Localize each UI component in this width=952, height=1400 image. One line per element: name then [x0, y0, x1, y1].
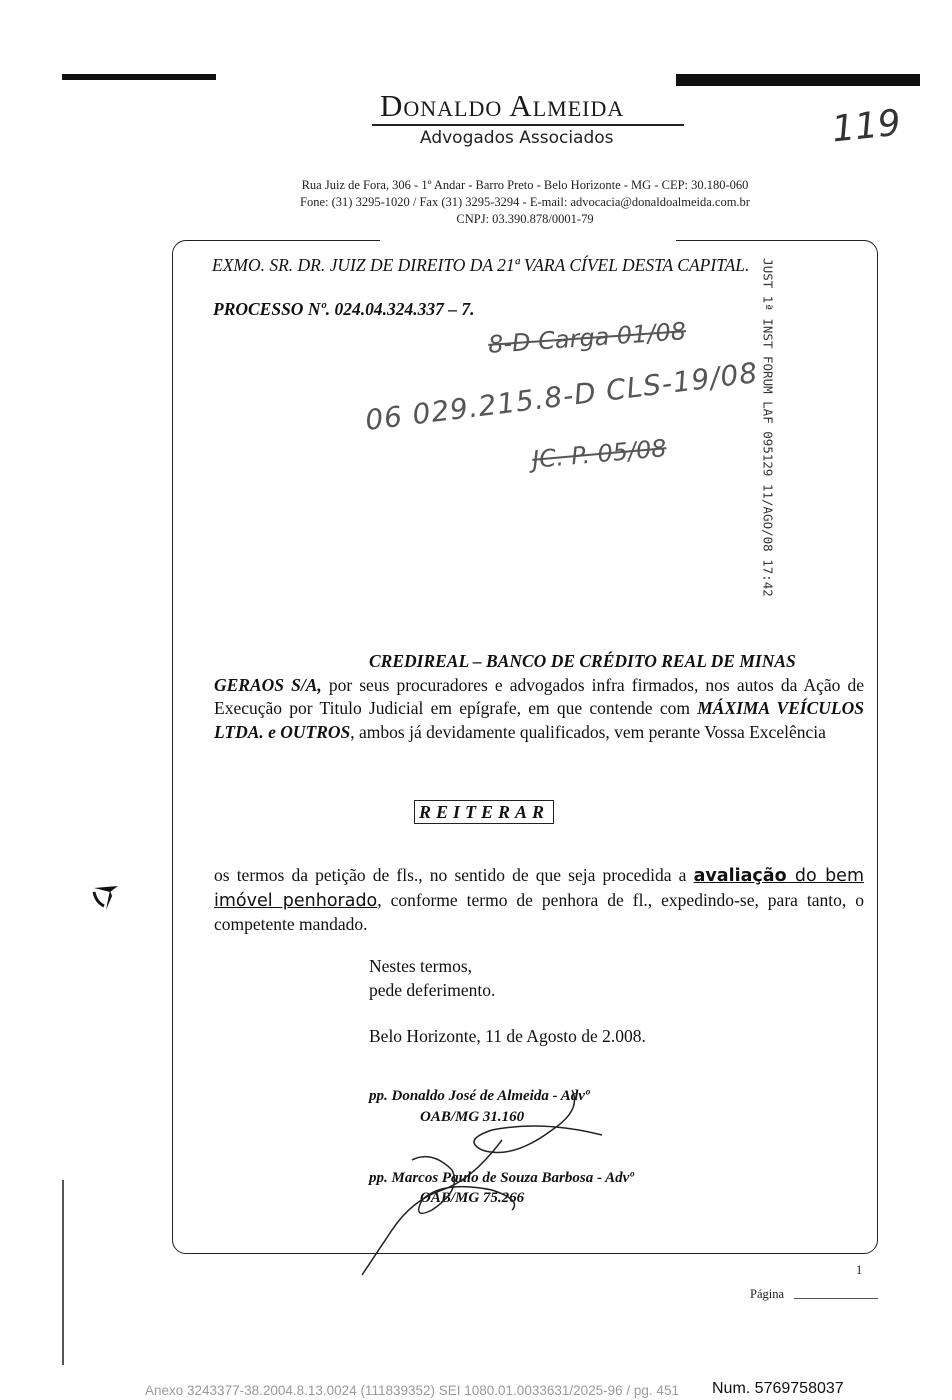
closing-line-1: Nestes termos, [369, 956, 473, 976]
protocol-stamp: JUST 1ª INST FORUM LAF 095129 11/AGO/08 17:42 [760, 258, 776, 597]
intro-paragraph [214, 650, 864, 744]
request-underlined: do bem imóvel penhorado [214, 866, 864, 911]
intro-text-1: por seus procuradores e advogados infra firmados, nos autos da Ação de Execução por Titulo Judicial em epígrafe, em que contende com [214, 674, 864, 719]
firm-subtitle: Advogados Associados [420, 128, 614, 148]
request-bold: avaliação [693, 866, 787, 886]
addressee: EXMO. SR. DR. JUIZ DE DIREITO DA 21ª VARA CÍVEL DESTA CAPITAL. [212, 255, 750, 275]
plaintiff-name: CREDIREAL – BANCO DE CRÉDITO REAL DE MINAS [369, 651, 796, 671]
address-line-2: Fone: (31) 3295-1020 / Fax (31) 3295-3294 - E-mail: advocacia@donaldoalmeida.com.br [300, 195, 750, 209]
intro-text-2: , ambos já devidamente qualificados, vem perante Vossa Excelência [350, 721, 826, 742]
signature-2-oab: OAB/MG 75.266 [420, 1190, 525, 1206]
defendant-name: MÁXIMA VEÍCULOS LTDA. e OUTROS [214, 698, 864, 742]
margin-mark-icon [92, 884, 124, 912]
page-label: Página [750, 1287, 785, 1301]
request-text-2: , conforme termo de penhora de fl., expedindo-se, para tanto, o competente mandado. [214, 889, 864, 935]
scan-bar-left [62, 74, 216, 80]
handwritten-note-3: JC. P. 05/08 [531, 434, 668, 474]
handwritten-page-number: 119 [830, 102, 903, 151]
process-number: PROCESSO Nº. 024.04.324.337 – 7. [213, 299, 475, 319]
page-number: 1 [856, 1263, 863, 1277]
closing-line-2: pede deferimento. [369, 980, 496, 1000]
handwritten-signature-icon [352, 1080, 622, 1280]
handwritten-note-1: 8-D Carga 01/08 [487, 317, 687, 359]
place-date: Belo Horizonte, 11 de Agosto de 2.008. [369, 1026, 646, 1046]
reiterar-box: REITERAR [414, 800, 554, 824]
scan-bar-right [676, 74, 920, 86]
firm-underline [372, 124, 684, 126]
address-line-3: CNPJ: 03.390.878/0001-79 [456, 212, 594, 226]
signature-1-oab: OAB/MG 31.160 [420, 1109, 525, 1125]
annex-line: Anexo 3243377-38.2004.8.13.0024 (111839352) SEI 1080.01.0033631/2025-96 / pg. 451 [145, 1383, 679, 1398]
frame-gap [380, 236, 676, 244]
handwritten-note-2: 06 029.215.8-D CLS-19/08 [363, 356, 760, 437]
firm-name: Donaldo Almeida [380, 88, 625, 123]
signature-2-name: pp. Marcos Paulo de Souza Barbosa - Advº [369, 1170, 634, 1186]
signature-1-name: pp. Donaldo José de Almeida - Advº [369, 1088, 590, 1104]
request-paragraph [214, 864, 864, 937]
address-line-1: Rua Juiz de Fora, 306 - 1º Andar - Barro Preto - Belo Horizonte - MG - CEP: 30.180-060 [301, 178, 749, 192]
page-label-line [794, 1298, 878, 1299]
request-text-1: os termos da petição de fls., no sentido de que seja procedida a [214, 865, 694, 885]
plaintiff-name-cont: GERAOS S/A, [214, 674, 322, 695]
scan-edge-left [62, 1180, 64, 1365]
document-number: Num. 5769758037 [712, 1380, 844, 1397]
